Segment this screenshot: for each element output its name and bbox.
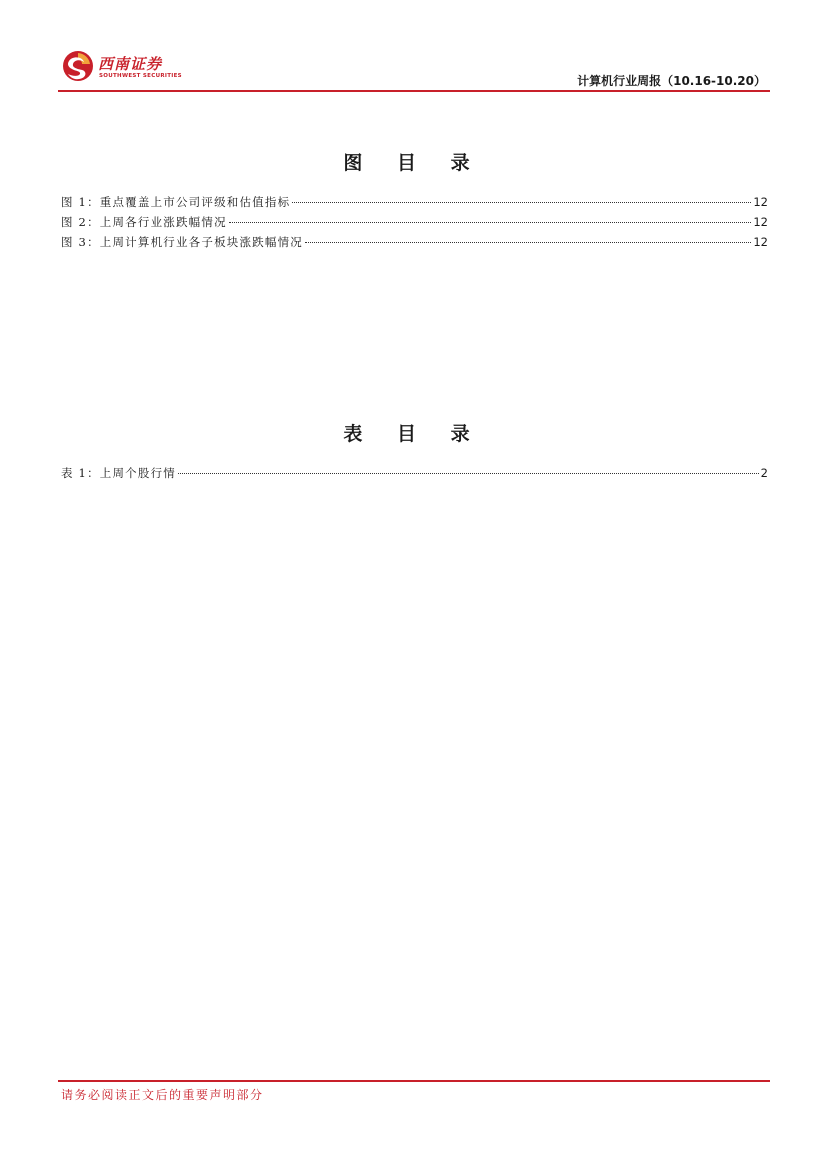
toc-dot-leader — [178, 473, 759, 474]
toc-entry-label: 表 1：上周个股行情 — [61, 466, 176, 480]
header-divider — [58, 90, 770, 92]
company-logo — [62, 48, 182, 88]
toc-dot-leader — [229, 222, 752, 223]
toc-entry-page: 12 — [753, 215, 768, 229]
toc-entry-table-1[interactable] — [61, 465, 768, 485]
toc-entry-figure-2[interactable] — [61, 214, 768, 234]
logo-chinese-name: 西南证券 — [98, 55, 163, 73]
report-title: 计算机行业周报（10.16-10.20） — [577, 74, 766, 88]
southwest-securities-logo-icon — [62, 50, 94, 82]
toc-dot-leader — [305, 242, 751, 243]
tables-toc-list — [61, 465, 768, 485]
toc-entry-page: 12 — [753, 195, 768, 209]
toc-entry-figure-3[interactable] — [61, 234, 768, 254]
tables-toc-title: 表 目 录 — [343, 423, 484, 445]
figures-toc-title: 图 目 录 — [343, 152, 484, 174]
toc-entry-figure-1[interactable] — [61, 194, 768, 214]
toc-entry-label: 图 2：上周各行业涨跌幅情况 — [61, 215, 227, 229]
footer-disclaimer: 请务必阅读正文后的重要声明部分 — [61, 1088, 264, 1102]
page-header — [58, 48, 770, 92]
toc-entry-label: 图 3：上周计算机行业各子板块涨跌幅情况 — [61, 235, 303, 249]
toc-entry-page: 12 — [753, 235, 768, 249]
toc-entry-label: 图 1：重点覆盖上市公司评级和估值指标 — [61, 195, 291, 209]
logo-english-name: SOUTHWEST SECURITIES — [99, 73, 182, 79]
figures-toc-list — [61, 194, 768, 254]
toc-entry-page: 2 — [760, 466, 768, 480]
toc-dot-leader — [292, 202, 751, 203]
footer-divider — [58, 1080, 770, 1082]
